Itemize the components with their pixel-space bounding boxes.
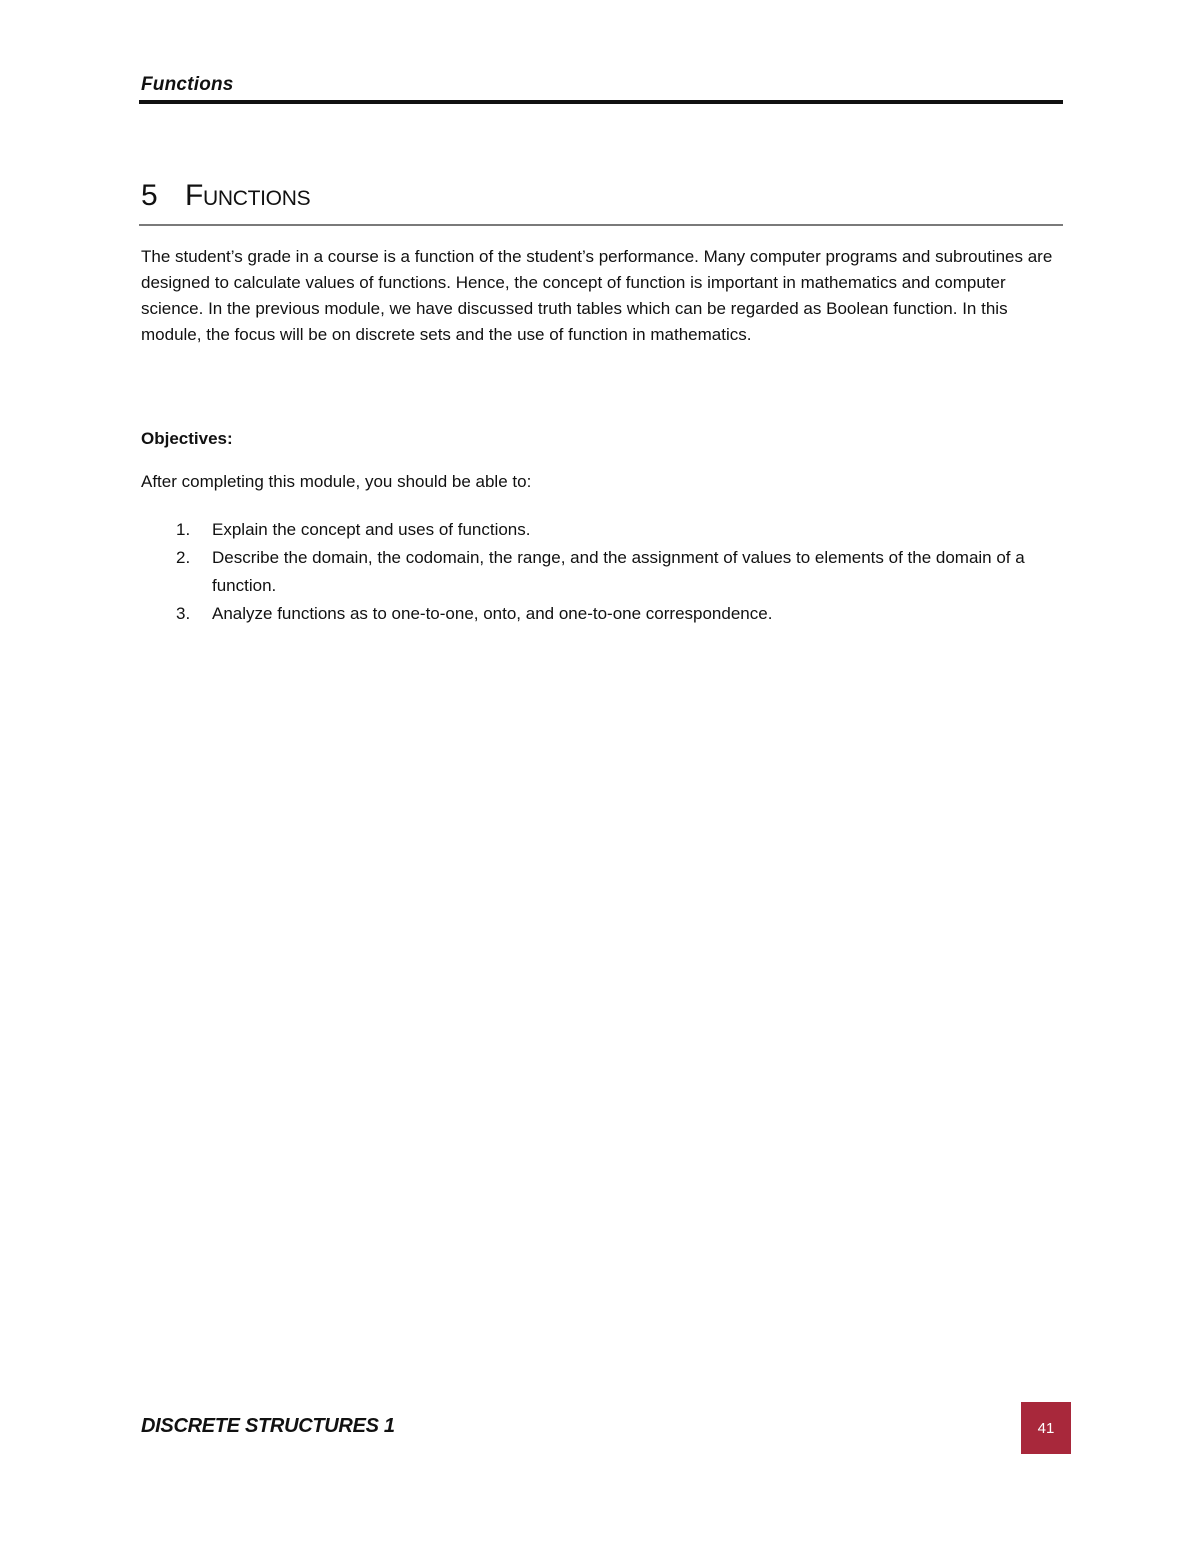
list-item [141, 516, 1061, 544]
list-item-text: Describe the domain, the codomain, the range, and the assignment of values to elements of the domain of a function. [212, 548, 1025, 595]
chapter-title [141, 179, 310, 213]
list-item-number: 2. [176, 548, 191, 567]
objectives-heading: Objectives: [141, 429, 233, 448]
list-item-text: Explain the concept and uses of functions. [212, 520, 531, 539]
list-item [141, 600, 1061, 628]
objective-list [141, 516, 1061, 628]
list-item [141, 544, 1061, 600]
chapter-number: 5 [141, 179, 158, 212]
page-number-badge [1021, 1402, 1071, 1454]
list-item-number: 1. [176, 520, 191, 539]
page-number: 41 [1037, 1419, 1055, 1437]
chapter-title-text: Functions [185, 179, 311, 212]
footer-course-title: DISCRETE STRUCTURES 1 [141, 1415, 395, 1437]
intro-paragraph: The student’s grade in a course is a function of the student’s performance. Many computer programs and subroutines are designed to calculate values of functions. Hence, the concept of function is important in mathematics and computer science. In the previous module, we have discussed truth tables which can be regarded as Boolean function. In this module, the focus will be on discrete sets and the use of function in mathematics. [141, 247, 1053, 344]
running-header: Functions [141, 74, 234, 95]
objectives-lead: After completing this module, you should be able to: [141, 472, 532, 491]
header-rule [139, 100, 1063, 104]
chapter-rule [139, 224, 1063, 226]
list-item-number: 3. [176, 604, 191, 623]
list-item-text: Analyze functions as to one-to-one, onto, and one-to-one correspondence. [212, 604, 773, 623]
